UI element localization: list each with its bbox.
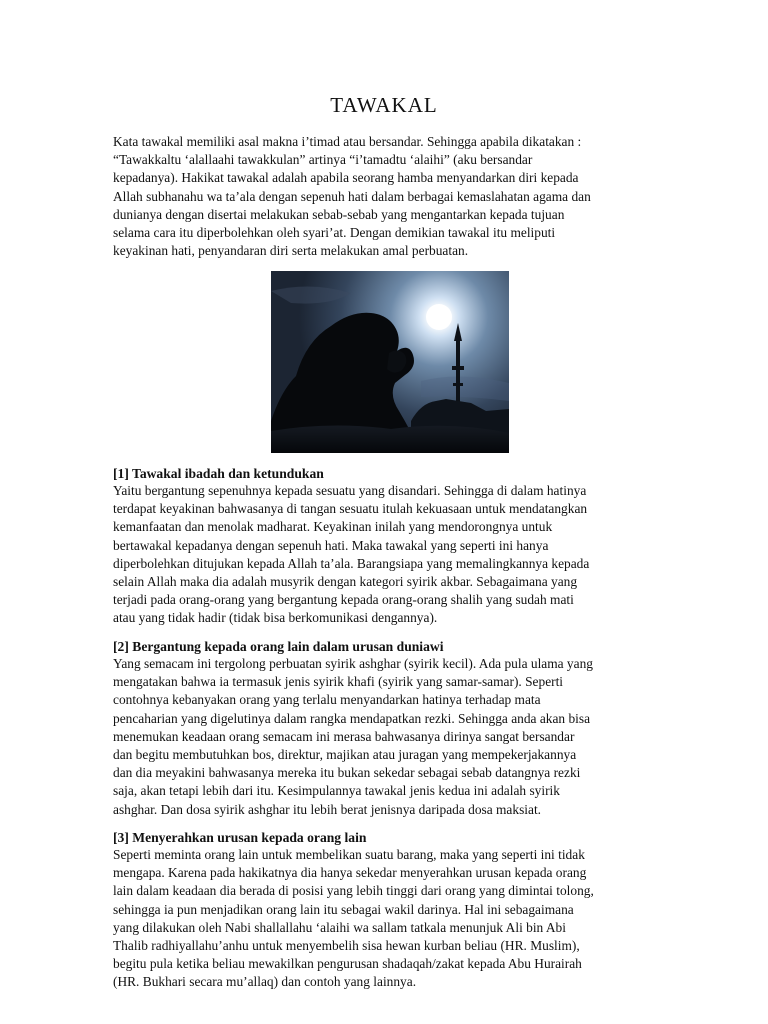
text-line: mengapa. Karena pada hakikatnya dia hanya sekedar menyerahkan urusan kepada orang <box>113 865 587 881</box>
document-title: TAWAKAL <box>330 93 438 117</box>
text-line: Yang semacam ini tergolong perbuatan syirik ashghar (syirik kecil). Ada pula ulama yang <box>113 656 593 671</box>
text-line: kepadanya). Hakikat tawakal adalah apabila seorang hamba menyandarkan diri kepada <box>113 170 579 186</box>
section-1-heading: [1] Tawakal ibadah dan ketundukan <box>113 466 324 481</box>
section-2-paragraph <box>113 655 661 819</box>
text-line: terdapat keyakinan bahwasanya di tangan sesuatu itulah kekuasaan untuk mendatangkan <box>113 501 588 517</box>
text-line: dan dia meyakini bahwasanya mereka itu bukan sekedar sebagai sebab datangnya rezki <box>113 765 581 781</box>
text-line: dan begitu membutuhkan bos, direktur, majikan atau juragan yang mempekerjakannya <box>113 747 577 763</box>
text-line: keyakinan hati, penyandaran diri serta melakukan amal perbuatan. <box>113 243 469 259</box>
text-line: menemukan keadaan orang semacam ini merasa bahwasanya dirinya sangat bersandar <box>113 728 575 744</box>
text-line: Kata tawakal memiliki asal makna i’timad atau bersandar. Sehingga apabila dikatakan : <box>113 134 582 149</box>
text-line: kemanfaatan dan menolak madharat. Keyakinan inilah yang mendorongnya untuk <box>113 519 553 535</box>
text-line: selama cara itu diperbolehkan oleh syari’at. Dengan demikian tawakal itu meliputi <box>113 225 556 241</box>
text-line: “Tawakkaltu ‘alallaahi tawakkulan” artinya “i’tamadtu ‘alaihi” (aku bersandar <box>113 152 533 168</box>
text-line: atau yang tidak hadir (tidak bisa berkomunikasi dengannya). <box>113 610 438 626</box>
text-line: Thalib radhiyallahu’anhu untuk menyembelih sisa hewan kurban beliau (HR. Muslim), <box>113 938 580 954</box>
text-line: bertawakal kepadanya dengan sepenuh hati. Maka tawakal yang seperti ini hanya <box>113 537 549 553</box>
section-1-paragraph <box>113 482 661 628</box>
intro-paragraph <box>113 133 661 260</box>
text-line: pencaharian yang digelutinya dalam rangka mendapatkan rezki. Sehingga anda akan bisa <box>113 710 591 726</box>
text-line: ashghar. Dan dosa syirik ashghar itu lebih berat jenisnya daripada dosa maksiat. <box>113 801 542 817</box>
text-line: diperbolehkan ditujukan kepada Allah ta’ala. Barangsiapa yang memalingkannya kepada <box>113 555 590 571</box>
text-line: yang dilakukan oleh Nabi shallallahu ‘alaihi wa sallam tatkala menunjuk Ali bin Abi <box>113 919 566 935</box>
text-line: terjadi pada orang-orang yang bergantung kepada orang-orang shalih yang sudah mati <box>113 592 574 608</box>
text-line: lain dalam keadaan dia berada di posisi yang lebih tinggi dari orang yang dimintai tolong, <box>113 883 594 899</box>
section-3-paragraph <box>113 846 661 992</box>
section-2-heading: [2] Bergantung kepada orang lain dalam urusan duniawi <box>113 639 444 654</box>
praying-silhouette-photo <box>271 271 509 453</box>
text-line: Allah subhanahu wa ta’ala dengan sepenuh hati dalam berbagai kemaslahatan agama dan <box>113 188 591 204</box>
section-3-heading: [3] Menyerahkan urusan kepada orang lain <box>113 830 367 845</box>
text-line: Seperti meminta orang lain untuk membelikan suatu barang, maka yang seperti ini tidak <box>113 847 585 862</box>
text-line: contohnya kebanyakan orang yang terlalu menyandarkan hatinya terhadap mata <box>113 692 541 708</box>
text-line: mengatakan bahwa ia termasuk jenis syirik khafi (syirik yang samar-samar). Seperti <box>113 674 564 690</box>
text-line: (HR. Bukhari secara mu’allaq) dan contoh yang lainnya. <box>113 974 417 990</box>
text-line: selain Allah maka dia adalah musyrik dengan kategori syirik akbar. Sebagaimana yang <box>113 574 578 590</box>
text-line: dunianya dengan disertai melakukan sebab-sebab yang mengantarkan kepada tujuan <box>113 206 565 222</box>
text-line: saja, akan tetapi lebih dari itu. Kesimpulannya tawakal jenis kedua ini adalah syirik <box>113 783 560 799</box>
text-line: begitu pula ketika beliau mewakilkan pengurusan shadaqah/zakat kepada Abu Hurairah <box>113 956 582 972</box>
text-line: sehingga ia pun menjadikan orang lain itu sebagai wakil darinya. Hal ini sebagaimana <box>113 901 574 917</box>
text-line: Yaitu bergantung sepenuhnya kepada sesuatu yang disandari. Sehingga di dalam hatinya <box>113 483 587 498</box>
